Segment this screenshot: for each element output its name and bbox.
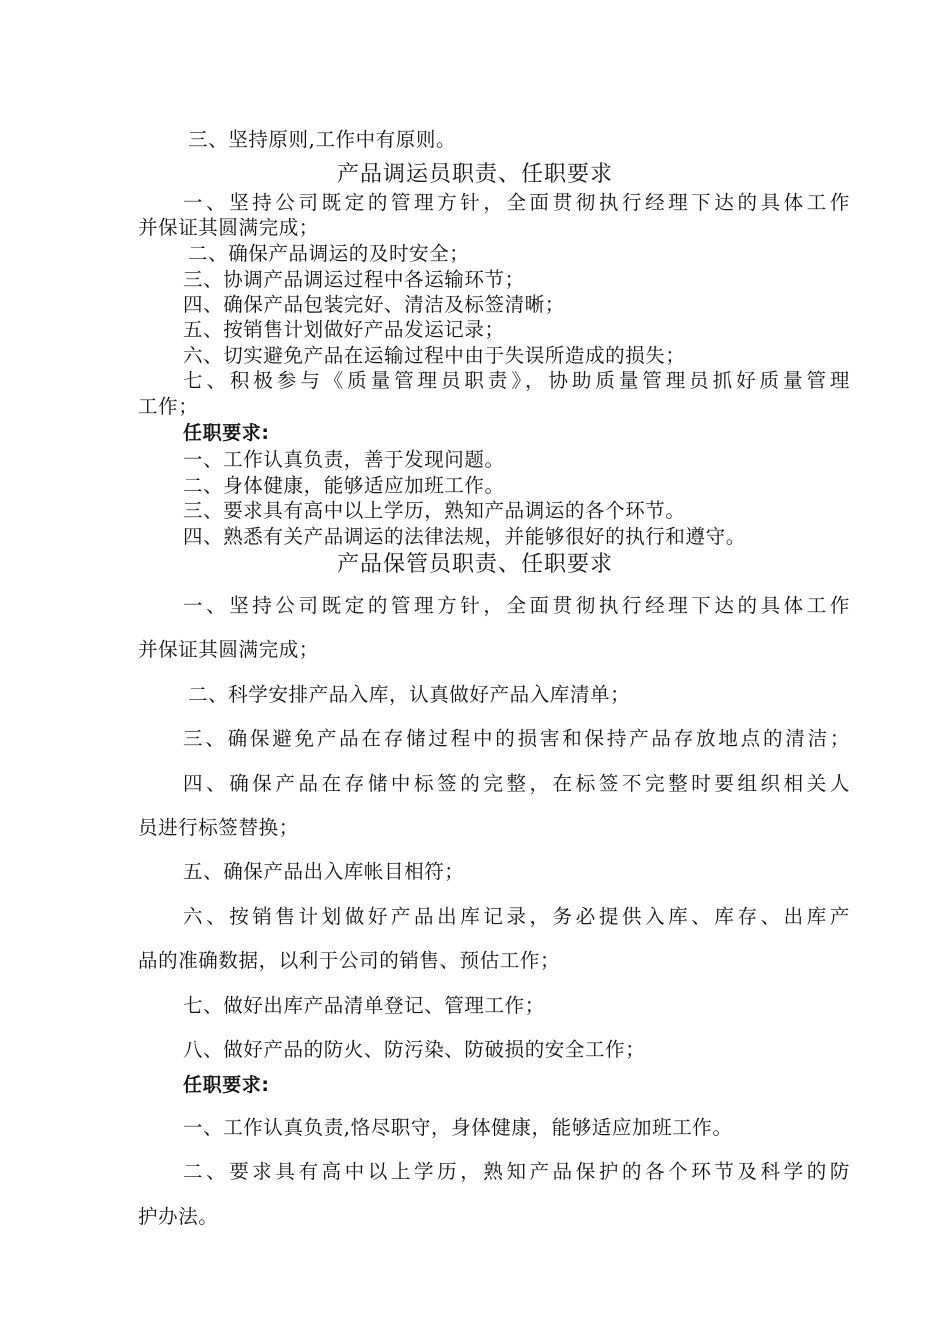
section1-duty-7: 七、积极参与《质量管理员职责》，协助质量管理员抓好质量管理: [183, 369, 850, 392]
section2-requirements-heading: 任职要求:: [183, 1074, 270, 1096]
section2-duty-1-cont: 并保证其圆满完成；: [138, 638, 319, 661]
section1-duty-4: 四、确保产品包装完好、清洁及标签清晰；: [183, 293, 565, 316]
section1-requirement-2: 二、身体健康，能够适应加班工作。: [183, 474, 505, 497]
section2-duty-5: 五、确保产品出入库帐目相符；: [183, 860, 465, 883]
section2-duty-4-cont: 员进行标签替换；: [138, 816, 299, 839]
section2-duty-2: 二、科学安排产品入库，认真做好产品入库清单；: [188, 683, 631, 706]
section2-requirement-2-cont: 护办法。: [138, 1205, 219, 1228]
section1-requirements-heading: 任职要求:: [183, 422, 270, 444]
section1-duty-7-cont: 工作；: [138, 395, 199, 418]
section1-duty-1: 一、坚持公司既定的管理方针，全面贯彻执行经理下达的具体工作: [183, 191, 850, 214]
section2-duty-6-cont: 品的准确数据，以利于公司的销售、预估工作；: [138, 949, 561, 972]
section1-requirement-1: 一、工作认真负责，善于发现问题。: [183, 448, 505, 471]
section1-duty-1-cont: 并保证其圆满完成；: [138, 216, 319, 239]
section2-duty-3: 三、确保避免产品在存储过程中的损害和保持产品存放地点的清洁；: [183, 727, 850, 750]
section1-duty-2: 二、确保产品调运的及时安全；: [188, 242, 470, 265]
section1-requirement-3: 三、要求具有高中以上学历，熟知产品调运的各个环节。: [183, 499, 686, 522]
section2-duty-6: 六、按销售计划做好产品出库记录，务必提供入库、库存、出库产: [183, 905, 850, 928]
section2-requirement-2: 二、要求具有高中以上学历，熟知产品保护的各个环节及科学的防: [183, 1160, 850, 1183]
section2-requirement-1: 一、工作认真负责,恪尽职守，身体健康，能够适应加班工作。: [183, 1116, 733, 1139]
section2-title: 产品保管员职责、任职要求: [336, 552, 613, 577]
section1-duty-3: 三、协调产品调运过程中各运输环节；: [183, 268, 525, 291]
section1-duty-5: 五、按销售计划做好产品发运记录；: [183, 318, 505, 341]
section2-duty-7: 七、做好出库产品清单登记、管理工作；: [183, 994, 545, 1017]
section2-duty-4: 四、确保产品在存储中标签的完整，在标签不完整时要组织相关人: [183, 772, 850, 795]
intro-line: 三、坚持原则,工作中有原则。: [188, 128, 457, 151]
section1-title: 产品调运员职责、任职要求: [336, 162, 613, 187]
section2-duty-1: 一、坚持公司既定的管理方针，全面贯彻执行经理下达的具体工作: [183, 594, 850, 617]
section1-duty-6: 六、切实避免产品在运输过程中由于失误所造成的损失；: [183, 344, 686, 367]
section1-requirement-4: 四、熟悉有关产品调运的法律法规，并能够很好的执行和遵守。: [183, 525, 746, 548]
section2-duty-8: 八、做好产品的防火、防污染、防破损的安全工作；: [183, 1038, 646, 1061]
